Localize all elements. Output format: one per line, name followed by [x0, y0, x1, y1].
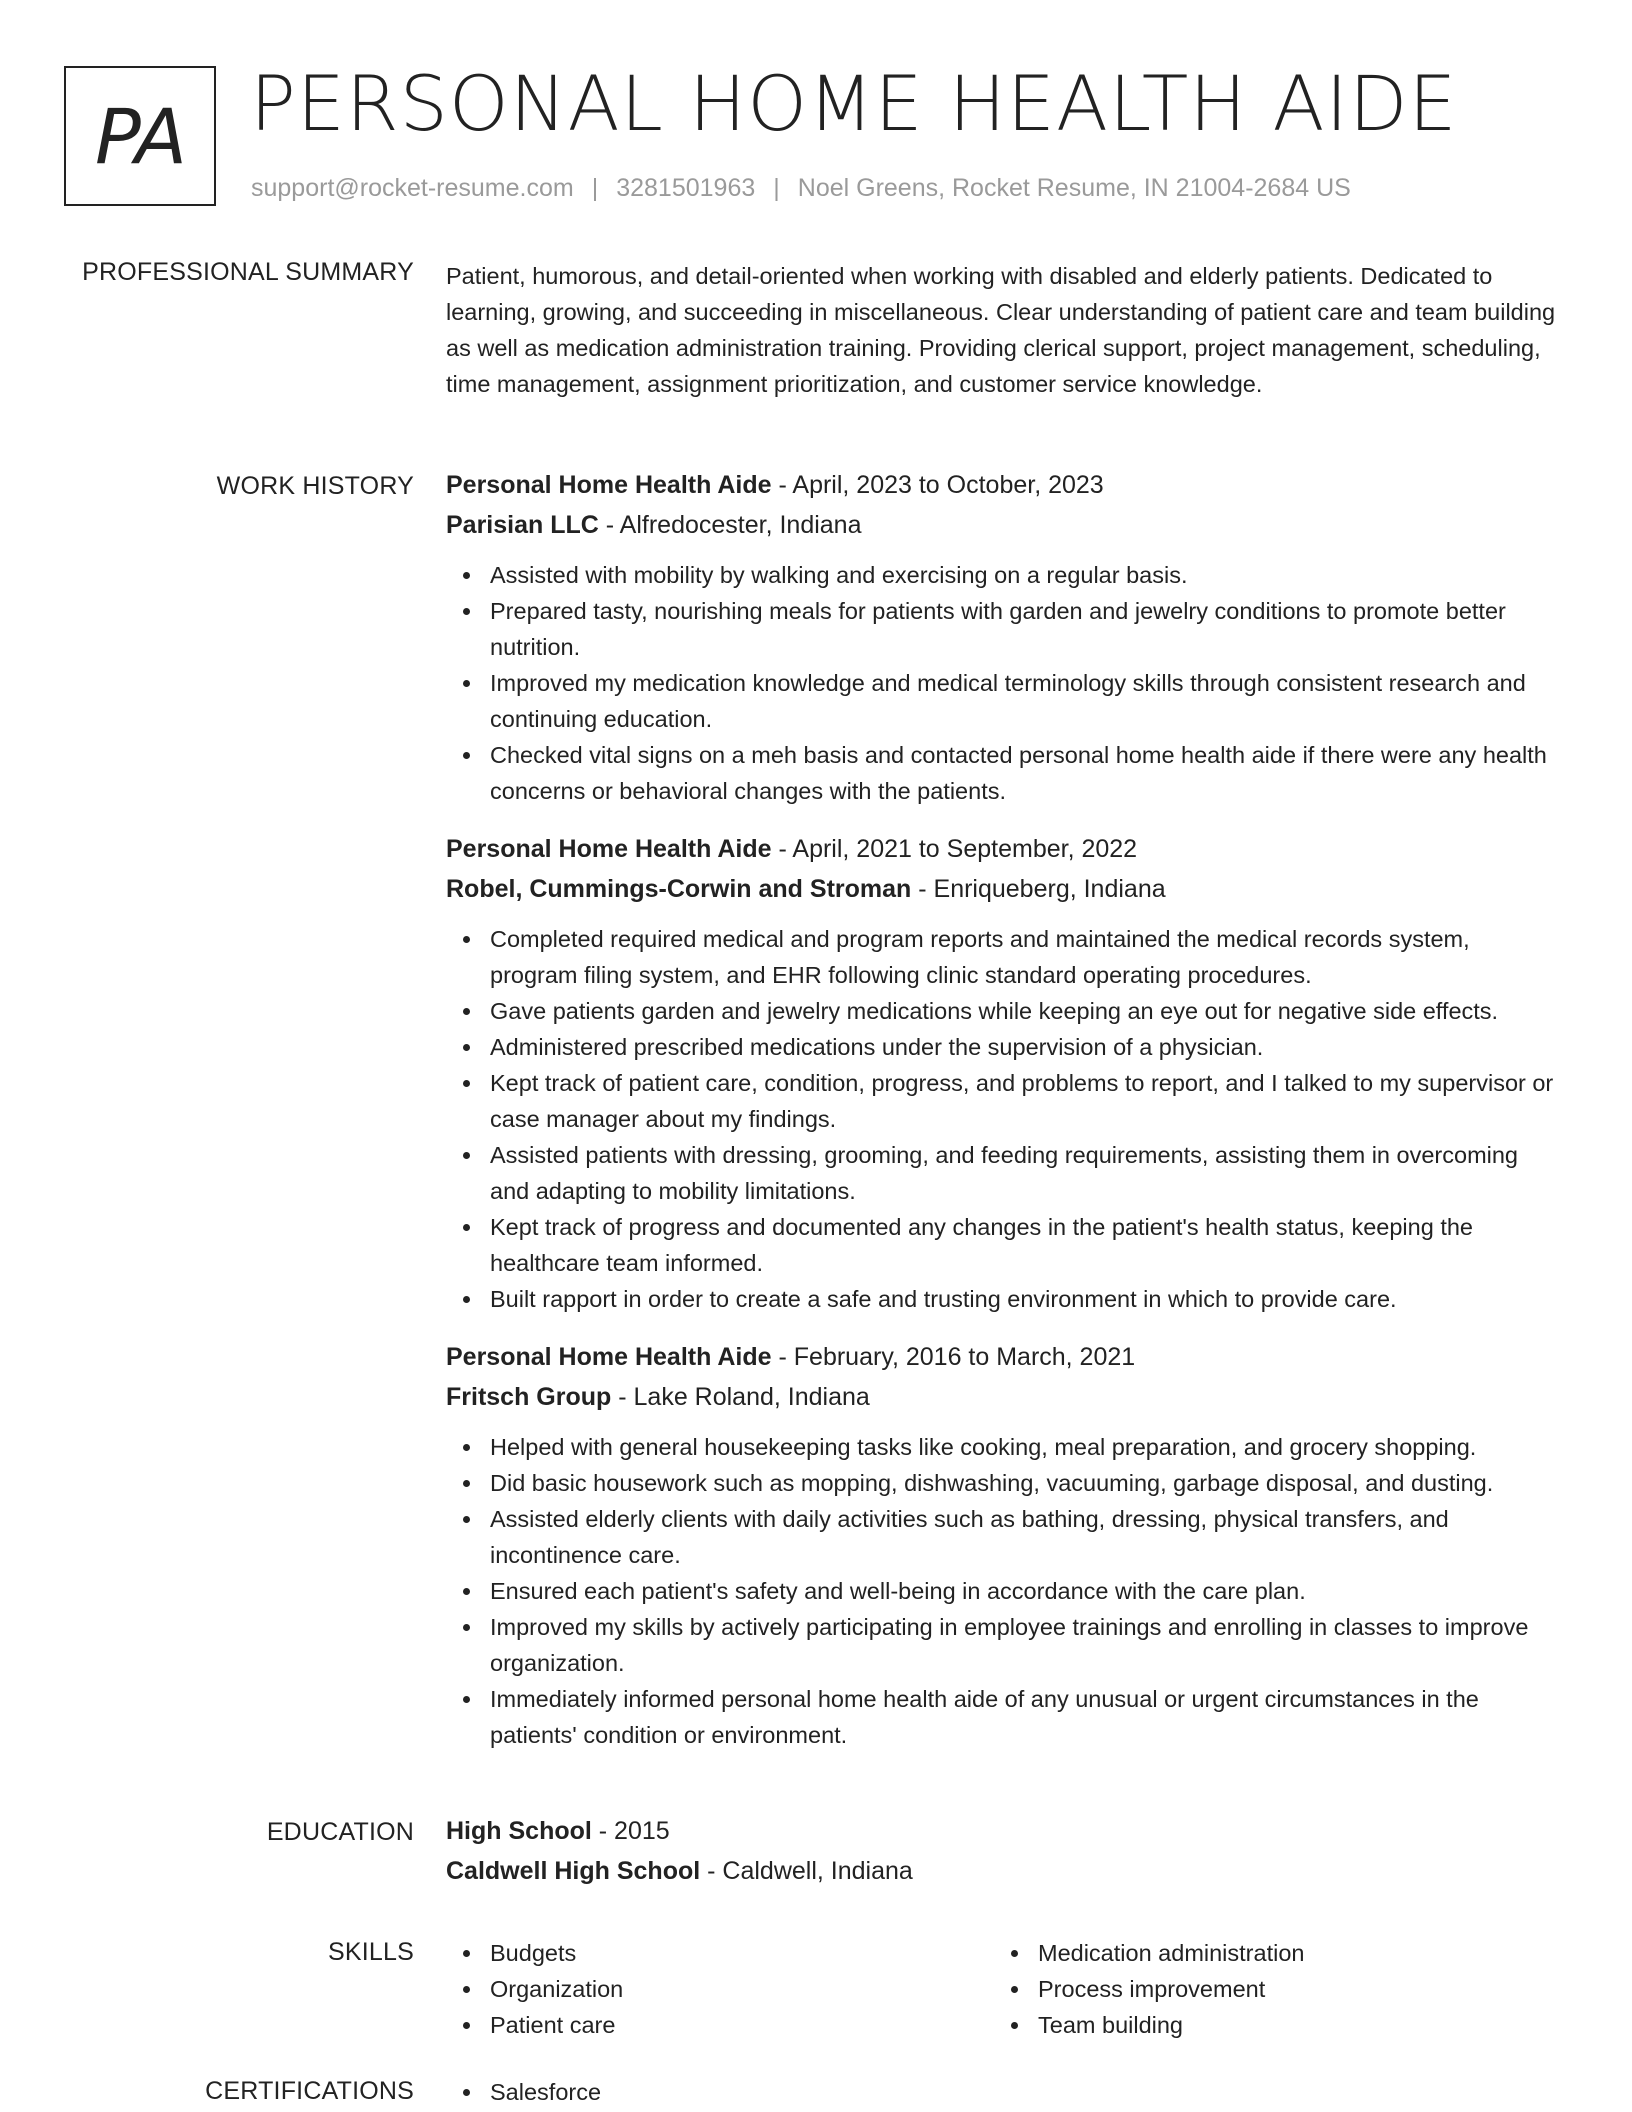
summary-text: Patient, humorous, and detail-oriented when working with disabled and elderly patients. Dedicated to learning, growing, and succeeding in miscellaneous. Clear understanding of patient care and team building as well as medication administration training. Providing clerical support, project management, scheduling, time management, assignment prioritization, and customer service knowledge.	[446, 263, 1556, 397]
section-body	[446, 1935, 1556, 2043]
job-entry	[446, 465, 1556, 809]
list-item: Checked vital signs on a meh basis and contacted personal home health aide if there were any health concerns or behavioral changes with the patients.	[490, 737, 1556, 809]
list-item: Medication administration	[1038, 1935, 1542, 1971]
certifications-list	[446, 2074, 1556, 2110]
list-item: Improved my skills by actively participating in employee trainings and enrolling in classes to improve organization.	[490, 1609, 1556, 1681]
job-bullets	[446, 921, 1556, 1317]
list-item: Assisted patients with dressing, grooming, and feeding requirements, assisting them in overcoming and adapting to mobility limitations.	[490, 1137, 1556, 1209]
list-item: Did basic housework such as mopping, dishwashing, vacuuming, garbage disposal, and dusting.	[490, 1465, 1556, 1501]
job-entry	[446, 1337, 1556, 1753]
resume-name: PERSONAL HOME HEALTH AIDE	[250, 59, 1458, 148]
job-company: Parisian LLC	[446, 511, 599, 539]
job-company: Fritsch Group	[446, 1383, 612, 1411]
job-title-line	[446, 1337, 1556, 1377]
education-school: Caldwell High School	[446, 1857, 701, 1885]
section-body	[446, 1811, 1556, 1891]
job-role: Personal Home Health Aide	[446, 835, 772, 863]
job-bullets	[446, 557, 1556, 809]
contact-email: support@rocket-resume.com	[251, 174, 574, 202]
list-item: Built rapport in order to create a safe and trusting environment in which to provide care.	[490, 1281, 1556, 1317]
job-dates: - February, 2016 to March, 2021	[771, 1343, 1136, 1371]
list-item: Immediately informed personal home health aide of any unusual or urgent circumstances in the patients' condition or environment.	[490, 1681, 1556, 1753]
section-title: CERTIFICATIONS	[205, 2077, 414, 2105]
job-location: - Alfredocester, Indiana	[598, 511, 862, 539]
list-item: Prepared tasty, nourishing meals for patients with garden and jewelry conditions to promote better nutrition.	[490, 593, 1556, 665]
job-title-line	[446, 829, 1556, 869]
job-location: - Lake Roland, Indiana	[611, 1383, 870, 1411]
list-item: Salesforce	[490, 2074, 1556, 2110]
section-title: EDUCATION	[266, 1818, 414, 1846]
job-company-line	[446, 1377, 1556, 1417]
job-company-line	[446, 869, 1556, 909]
job-entry	[446, 829, 1556, 1317]
job-dates: - April, 2021 to September, 2022	[771, 835, 1138, 863]
list-item: Improved my medication knowledge and medical terminology skills through consistent research and continuing education.	[490, 665, 1556, 737]
section-title: SKILLS	[328, 1938, 414, 1966]
contact-address: Noel Greens, Rocket Resume, IN 21004-2684 US	[797, 174, 1351, 202]
list-item: Gave patients garden and jewelry medications while keeping an eye out for negative side effects.	[490, 993, 1556, 1029]
education-school-line	[446, 1851, 1556, 1891]
section-body	[446, 465, 1556, 1773]
section-title: WORK HISTORY	[216, 472, 414, 500]
list-item: Budgets	[490, 1935, 994, 1971]
job-company: Robel, Cummings-Corwin and Stroman	[446, 875, 912, 903]
job-bullets	[446, 1429, 1556, 1753]
job-dates: - April, 2023 to October, 2023	[771, 471, 1104, 499]
section-body	[446, 2074, 1556, 2110]
list-item: Administered prescribed medications under the supervision of a physician.	[490, 1029, 1556, 1065]
job-company-line	[446, 505, 1556, 545]
skills-list-right	[994, 1935, 1542, 2043]
list-item: Kept track of patient care, condition, progress, and problems to report, and I talked to my supervisor or case manager about my findings.	[490, 1065, 1556, 1137]
list-item: Assisted with mobility by walking and exercising on a regular basis.	[490, 557, 1556, 593]
section-body	[446, 258, 1556, 402]
contact-line	[251, 174, 1351, 203]
list-item: Organization	[490, 1971, 994, 2007]
monogram: PA	[64, 66, 216, 206]
list-item: Assisted elderly clients with daily activities such as bathing, dressing, physical transfers, and incontinence care.	[490, 1501, 1556, 1573]
list-item: Ensured each patient's safety and well-being in accordance with the care plan.	[490, 1573, 1556, 1609]
job-role: Personal Home Health Aide	[446, 1343, 772, 1371]
education-degree: High School	[446, 1817, 592, 1845]
contact-separator: |	[591, 174, 599, 202]
skills-grid	[446, 1935, 1556, 2043]
education-degree-line	[446, 1811, 1556, 1851]
skills-list-left	[446, 1935, 994, 2043]
contact-separator: |	[773, 174, 780, 202]
section-title: PROFESSIONAL SUMMARY	[82, 258, 414, 286]
list-item: Patient care	[490, 2007, 994, 2043]
list-item: Helped with general housekeeping tasks like cooking, meal preparation, and grocery shopping.	[490, 1429, 1556, 1465]
list-item: Process improvement	[1038, 1971, 1542, 2007]
list-item: Kept track of progress and documented any changes in the patient's health status, keeping the healthcare team informed.	[490, 1209, 1556, 1281]
education-location: - Caldwell, Indiana	[700, 1857, 913, 1885]
job-location: - Enriqueberg, Indiana	[911, 875, 1166, 903]
education-year: - 2015	[591, 1817, 670, 1845]
contact-phone: 3281501963	[616, 174, 756, 202]
job-role: Personal Home Health Aide	[446, 471, 772, 499]
job-title-line	[446, 465, 1556, 505]
list-item: Completed required medical and program reports and maintained the medical records system, program filing system, and EHR following clinic standard operating procedures.	[490, 921, 1556, 993]
list-item: Team building	[1038, 2007, 1542, 2043]
